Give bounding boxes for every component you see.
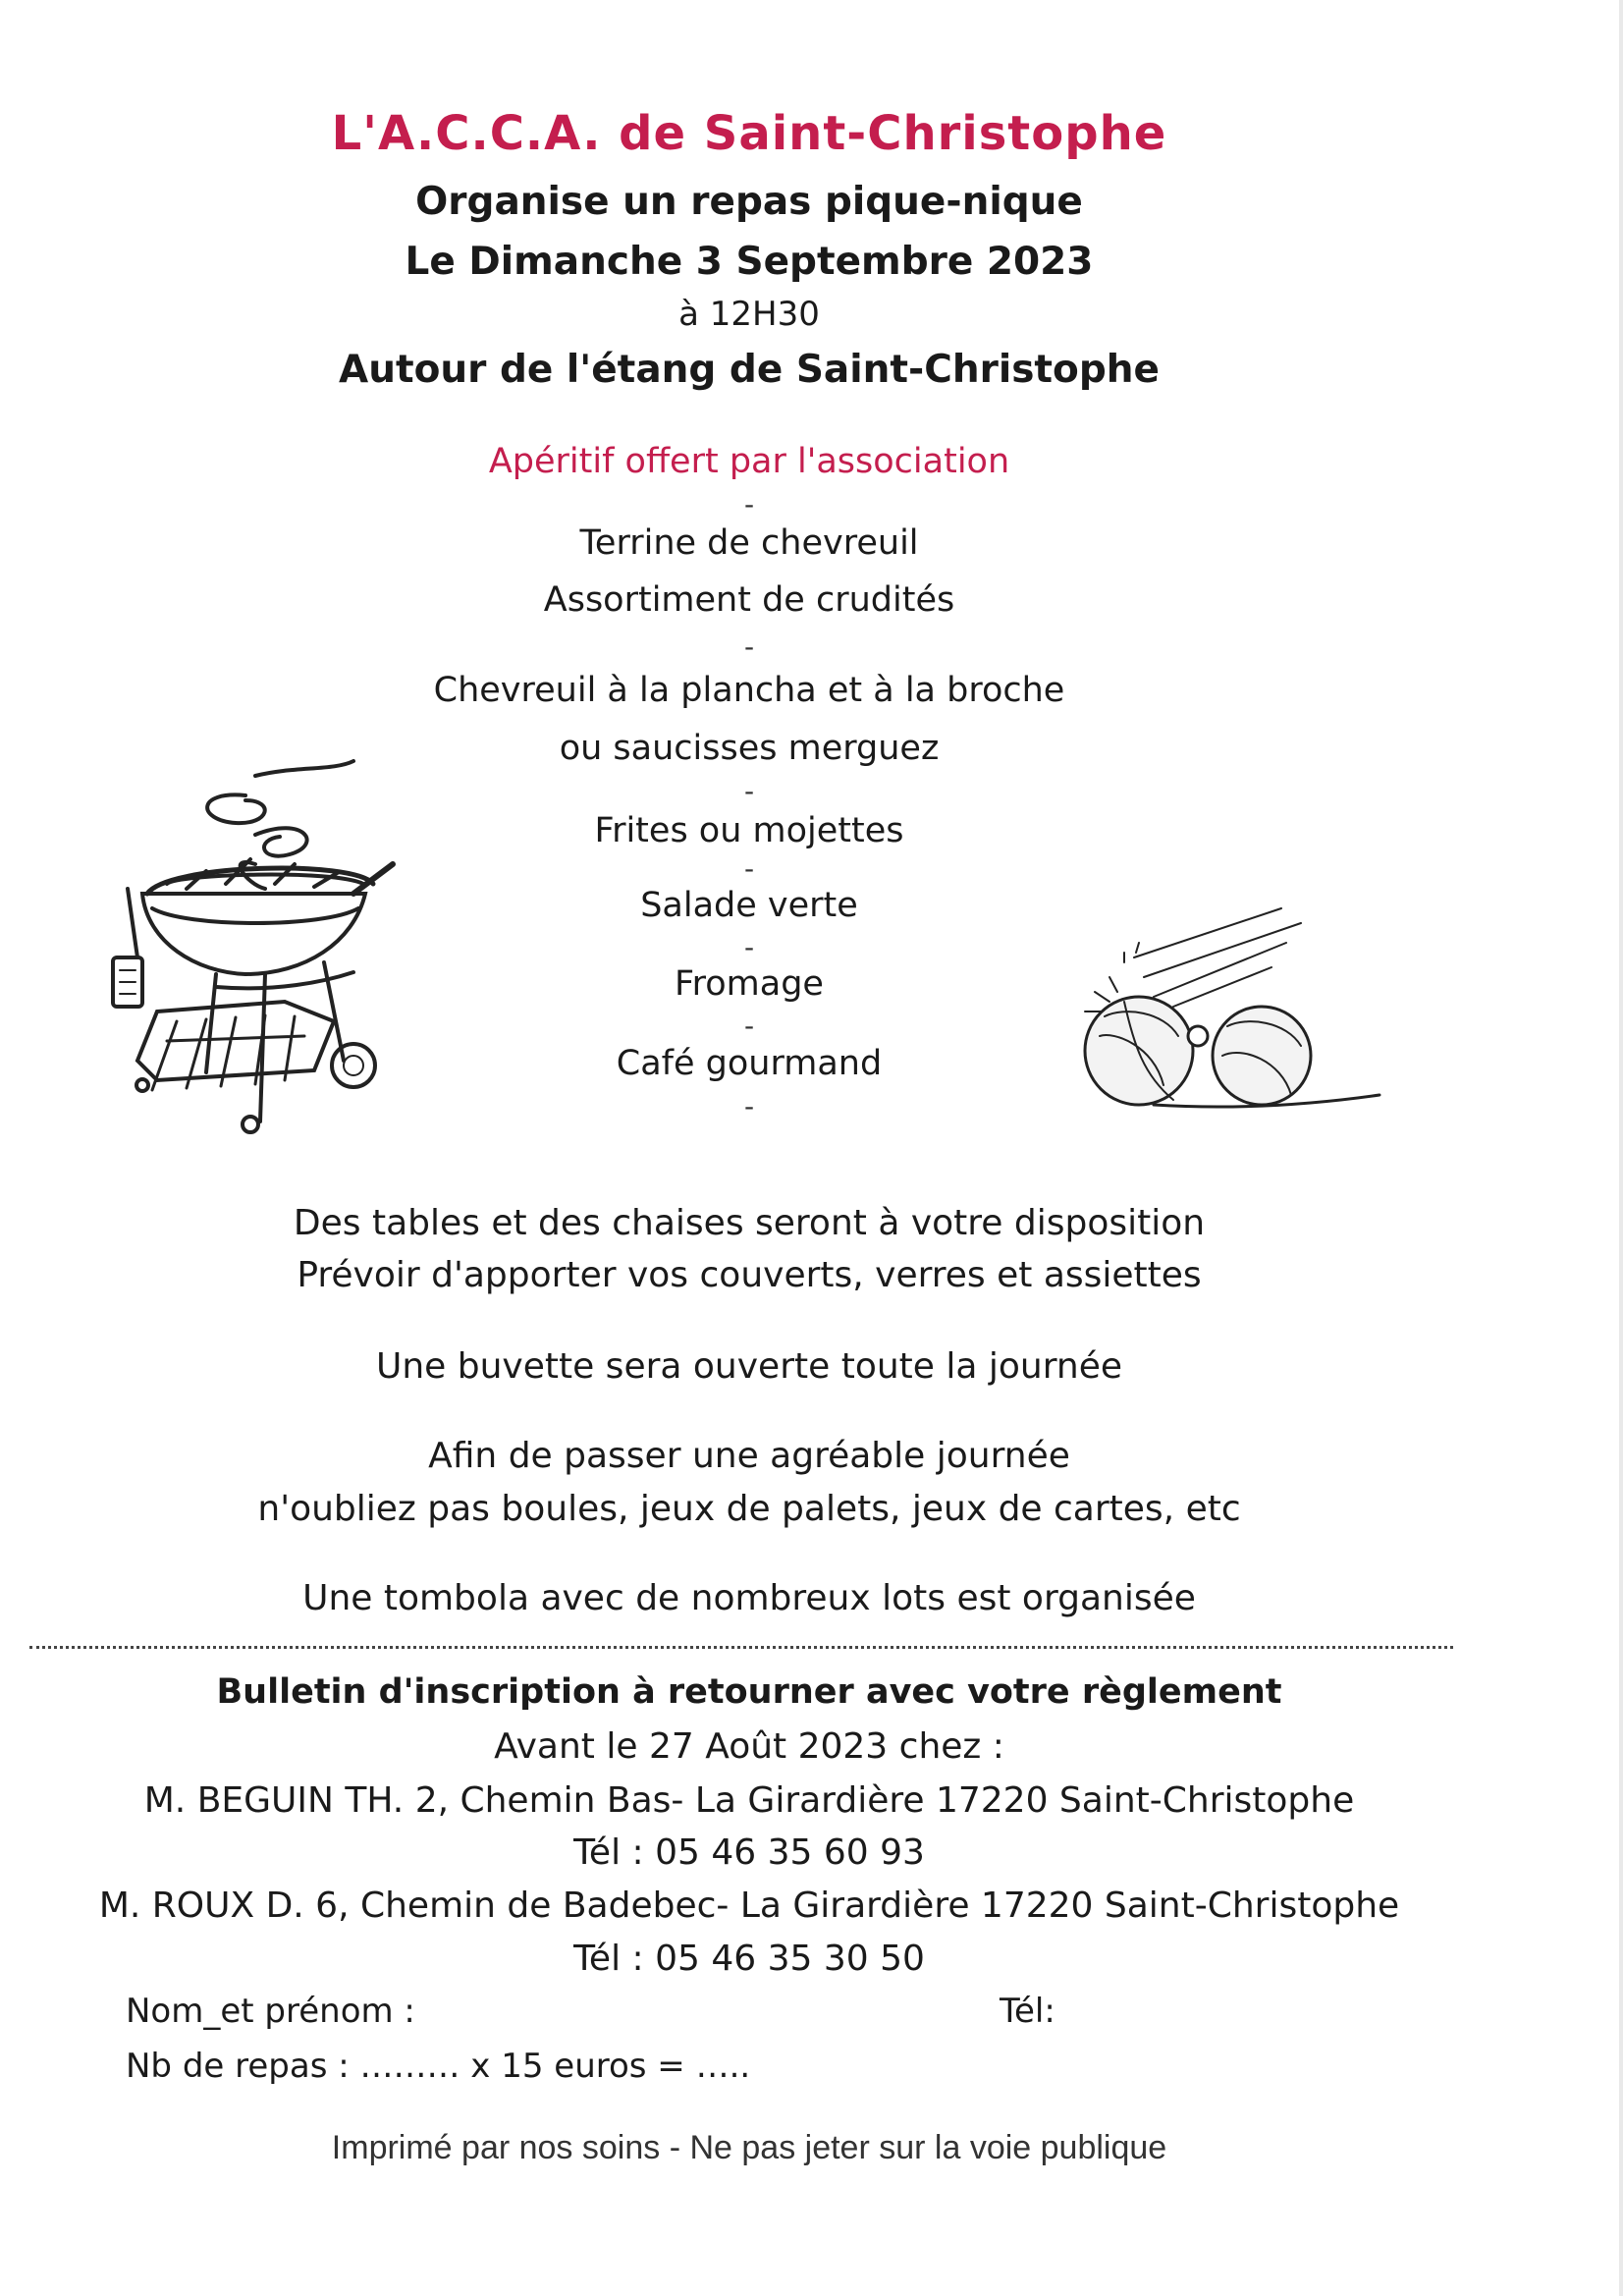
menu-item: Fromage [675,964,824,1004]
petanque-illustration [1055,899,1389,1124]
menu-separator: - [743,775,755,807]
menu-item: Assortiment de crudités [543,580,955,620]
page-title: L'A.C.C.A. de Saint-Christophe [331,106,1167,161]
aperitif-line: Apéritif offert par l'association [488,442,1010,481]
contact-phone: Tél : 05 46 35 60 93 [573,1832,925,1873]
menu-separator: - [743,1090,755,1122]
menu-item: ou saucisses merguez [559,729,940,768]
menu-item: Frites ou mojettes [594,811,904,850]
info-line: Prévoir d'apporter vos couverts, verres et assiettes [297,1255,1202,1295]
cut-line [29,1646,1453,1649]
contact-phone: Tél : 05 46 35 30 50 [573,1939,925,1979]
contact-address: M. BEGUIN TH. 2, Chemin Bas- La Girardière 17220 Saint-Christophe [143,1780,1355,1821]
meals-field-label: Nb de repas : ……… x 15 euros = ….. [126,2047,751,2086]
menu-item: Salade verte [640,886,858,925]
info-line: Une buvette sera ouverte toute la journée [375,1346,1122,1387]
bulletin-heading: Bulletin d'inscription à retourner avec votre règlement [216,1672,1282,1712]
event-date: Le Dimanche 3 Septembre 2023 [405,240,1094,284]
event-time: à 12H30 [678,295,820,334]
menu-separator: - [743,852,755,885]
menu-item: Chevreuil à la plancha et à la broche [433,671,1065,710]
menu-item: Terrine de chevreuil [579,523,919,563]
info-line: Des tables et des chaises seront à votre disposition [293,1203,1206,1243]
menu-separator: - [743,931,755,963]
info-line: n'oubliez pas boules, jeux de palets, jeux de cartes, etc [257,1489,1241,1529]
event-location: Autour de l'étang de Saint-Christophe [339,348,1160,392]
contact-address: M. ROUX D. 6, Chemin de Badebec- La Girardière 17220 Saint-Christophe [98,1886,1400,1926]
event-line: Organise un repas pique-nique [415,180,1083,224]
menu-separator: - [743,1010,755,1042]
info-line: Une tombola avec de nombreux lots est organisée [302,1578,1196,1618]
bulletin-deadline: Avant le 27 Août 2023 chez : [494,1726,1004,1767]
footer-note: Imprimé par nos soins - Ne pas jeter sur la voie publique [331,2129,1167,2166]
page-edge [1619,0,1623,2296]
barbecue-illustration [108,746,403,1139]
menu-separator: - [743,488,755,520]
phone-field-label: Tél: [1000,1992,1055,2031]
info-line: Afin de passer une agréable journée [428,1436,1070,1476]
menu-separator: - [743,630,755,663]
name-field-label: Nom_et prénom : [126,1992,415,2031]
menu-item: Café gourmand [616,1044,883,1083]
